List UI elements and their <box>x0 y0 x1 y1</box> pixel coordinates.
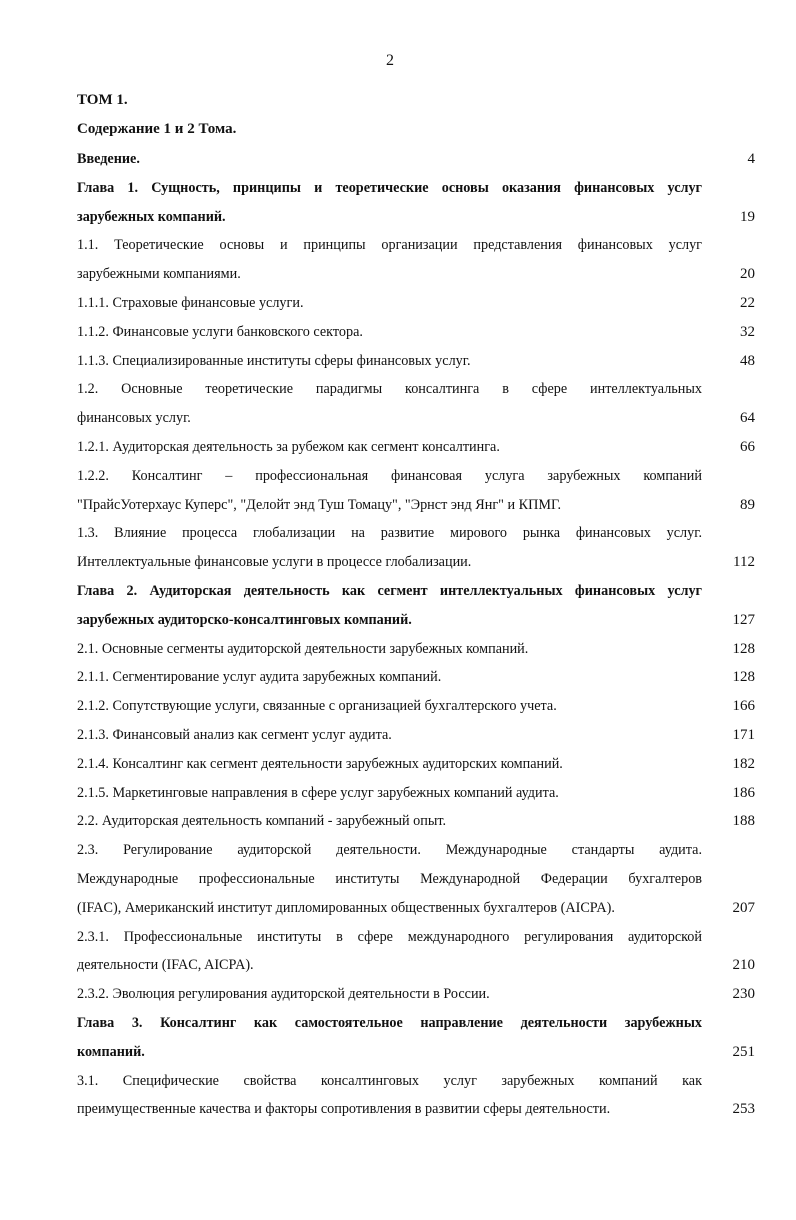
toc-entry-text: 2.3.1. Профессиональные институты в сфере международного регулирования аудиторской <box>77 928 702 945</box>
toc-entry-page: 230 <box>732 986 755 1003</box>
toc-entry-text: 2.1. Основные сегменты аудиторской деятельности зарубежных компаний. <box>77 640 529 657</box>
toc-entry-text: 1.2.2. Консалтинг – профессиональная финансовая услуга зарубежных компаний <box>77 467 702 484</box>
toc-entry-page: 19 <box>740 208 755 225</box>
toc-entry-text: преимущественные качества и факторы сопротивления в развитии сферы деятельности. <box>77 1101 611 1118</box>
toc-entry-text: деятельности (IFAC, AICPA). <box>77 957 254 974</box>
toc-entry-text: 1.1.2. Финансовые услуги банковского сектора. <box>77 323 363 340</box>
toc-entry-page: 22 <box>740 294 755 311</box>
toc-entry-page: 66 <box>740 438 755 455</box>
toc-entry-text: зарубежными компаниями. <box>77 266 241 283</box>
toc-entry-text: 2.3.2. Эволюция регулирования аудиторской деятельности в России. <box>77 986 490 1003</box>
toc-entry-text: 2.1.1. Сегментирование услуг аудита зарубежных компаний. <box>77 669 442 686</box>
toc-entry <box>77 375 755 433</box>
toc-entry-text: Глава 2. Аудиторская деятельность как сегмент интеллектуальных финансовых услуг <box>77 582 702 599</box>
toc-entry-page: 251 <box>732 1043 755 1060</box>
toc-entry-page: 171 <box>732 726 755 743</box>
toc-entry <box>77 433 755 462</box>
toc-entry-text: 3.1. Специфические свойства консалтинговых услуг зарубежных компаний как <box>77 1072 702 1089</box>
toc-entry <box>77 174 755 232</box>
toc-entry-page: 4 <box>747 151 755 167</box>
toc-entry-page: 253 <box>732 1101 755 1118</box>
toc-entry <box>77 663 755 692</box>
toc-entry-text: 2.1.2. Сопутствующие услуги, связанные с организацией бухгалтерского учета. <box>77 698 557 715</box>
toc-entry <box>77 750 755 779</box>
toc-entry-text: 2.1.3. Финансовый анализ как сегмент услуг аудита. <box>77 726 392 743</box>
toc-entry <box>77 1009 755 1067</box>
toc-entry-text: 1.1. Теоретические основы и принципы организации представления финансовых услуг <box>77 237 702 254</box>
toc-entry-text: (IFAC), Американский институт дипломированных общественных бухгалтеров (AICPA). <box>77 899 615 916</box>
toc-entry-page: 182 <box>732 755 755 772</box>
toc-entry <box>77 779 755 808</box>
toc-entry-text: Глава 1. Сущность, принципы и теоретические основы оказания финансовых услуг <box>77 179 702 196</box>
toc-entry-text: зарубежных компаний. <box>77 208 226 225</box>
toc-entry <box>77 145 755 174</box>
toc-entry-text: зарубежных аудиторско-консалтинговых компаний. <box>77 611 412 628</box>
toc-entry <box>77 231 755 289</box>
toc-entry-text: 1.2.1. Аудиторская деятельность за рубежом как сегмент консалтинга. <box>77 438 500 455</box>
toc-entry-text: 1.1.3. Специализированные институты сферы финансовых услуг. <box>77 352 471 369</box>
toc-entry-text: 2.3. Регулирование аудиторской деятельности. Международные стандарты аудита. <box>77 842 702 859</box>
volume-title: ТОМ 1. <box>77 92 128 108</box>
toc-entry <box>77 807 755 836</box>
toc-entry <box>77 980 755 1009</box>
toc-entry-text: Интеллектуальные финансовые услуги в процессе глобализации. <box>77 554 472 571</box>
table-of-contents <box>77 145 755 1124</box>
toc-entry-text: 1.1.1. Страховые финансовые услуги. <box>77 294 304 311</box>
toc-entry-page: 128 <box>732 669 755 686</box>
toc-entry-page: 210 <box>732 957 755 974</box>
toc-entry-page: 207 <box>732 899 755 916</box>
toc-entry-page: 166 <box>732 698 755 715</box>
toc-entry-page: 32 <box>740 323 755 340</box>
toc-entry-page: 20 <box>740 266 755 283</box>
toc-entry <box>77 721 755 750</box>
page-number: 2 <box>386 52 394 69</box>
toc-entry-page: 112 <box>733 554 755 571</box>
toc-entry-text: 2.1.5. Маркетинговые направления в сфере услуг зарубежных компаний аудита. <box>77 784 559 801</box>
toc-entry-text: 1.2. Основные теоретические парадигмы консалтинга в сфере интеллектуальных <box>77 381 702 398</box>
toc-entry-text: 2.2. Аудиторская деятельность компаний - зарубежный опыт. <box>77 813 447 830</box>
toc-entry <box>77 577 755 635</box>
toc-entry-text: Глава 3. Консалтинг как самостоятельное направление деятельности зарубежных <box>77 1014 702 1031</box>
toc-entry-text: "ПрайсУотерхаус Куперс", "Делойт энд Туш Томацу", "Эрнст энд Янг" и КПМГ. <box>77 496 562 513</box>
toc-entry <box>77 318 755 347</box>
toc-entry-text: 1.3. Влияние процесса глобализации на развитие мирового рынка финансовых услуг. <box>77 525 702 542</box>
toc-entry-page: 127 <box>732 611 755 628</box>
toc-entry-page: 64 <box>740 410 755 427</box>
toc-entry-page: 128 <box>732 640 755 657</box>
toc-entry <box>77 836 755 922</box>
toc-entry <box>77 1067 755 1125</box>
toc-entry-page: 48 <box>740 352 755 369</box>
toc-entry-text: Международные профессиональные институты Международной Федерации бухгалтеров <box>77 870 702 887</box>
toc-entry-text: Введение. <box>77 151 140 167</box>
toc-entry-page: 89 <box>740 496 755 513</box>
toc-entry-page: 188 <box>732 813 755 830</box>
toc-entry <box>77 347 755 376</box>
toc-entry <box>77 462 755 520</box>
contents-title: Содержание 1 и 2 Тома. <box>77 121 237 137</box>
toc-entry-text: финансовых услуг. <box>77 410 191 427</box>
toc-entry-text: 2.1.4. Консалтинг как сегмент деятельности зарубежных аудиторских компаний. <box>77 755 563 772</box>
toc-entry <box>77 519 755 577</box>
toc-entry <box>77 923 755 981</box>
toc-entry <box>77 692 755 721</box>
toc-entry <box>77 635 755 664</box>
toc-entry-page: 186 <box>732 784 755 801</box>
toc-entry-text: компаний. <box>77 1043 145 1060</box>
toc-entry <box>77 289 755 318</box>
